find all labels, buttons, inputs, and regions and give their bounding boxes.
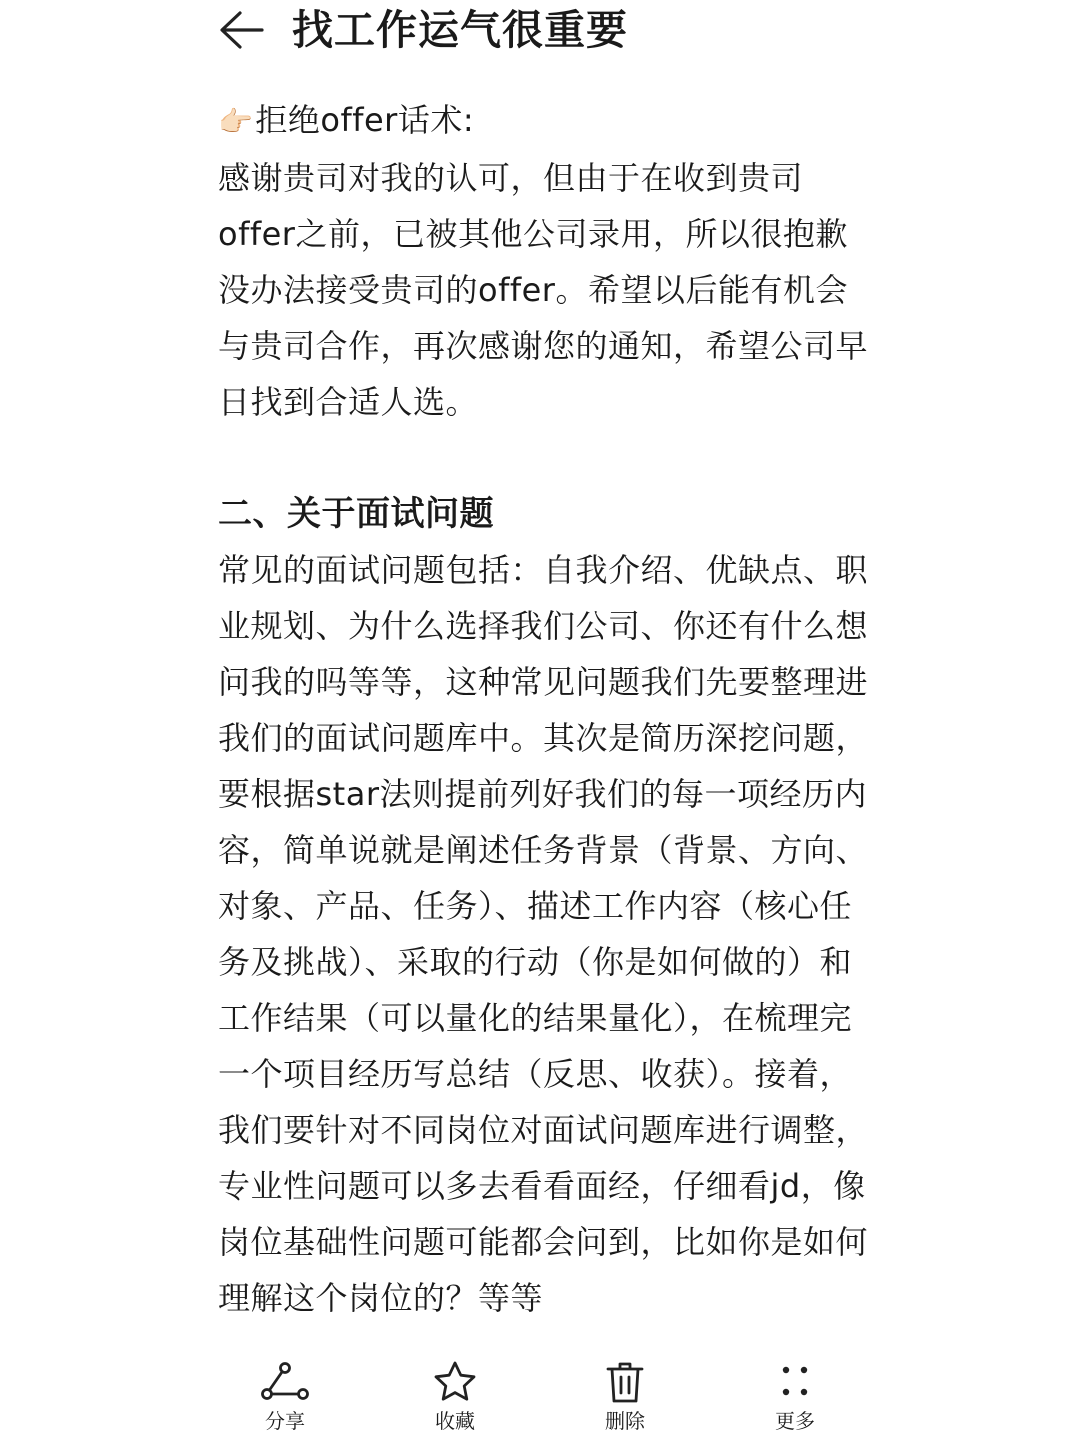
star-icon — [429, 1360, 481, 1404]
section-title: 二、关于面试问题 — [218, 494, 494, 534]
intro-paragraph: 感谢贵司对我的认可，但由于在收到贵司offer之前，已被其他公司录用，所以很抱歉没办法接受贵司的offer。希望以后能有机会与贵司合作，再次感谢您的通知，希望公司早日找到合适人选。 — [218, 159, 868, 421]
paragraph-spacer — [218, 430, 868, 486]
arrow-left-icon[interactable] — [216, 8, 268, 52]
more-label: 更多 — [775, 1409, 815, 1433]
trash-icon — [599, 1360, 651, 1404]
bottom-action-bar — [0, 1340, 1080, 1440]
pointing-hand-icon: 👉🏻 — [218, 105, 254, 138]
article-content — [218, 92, 868, 1340]
delete-label: 删除 — [605, 1409, 645, 1433]
header — [0, 0, 1080, 64]
share-label: 分享 — [265, 1409, 305, 1433]
more-button[interactable] — [735, 1360, 855, 1440]
intro-label: 拒绝offer话术: — [255, 101, 475, 139]
delete-button[interactable] — [565, 1360, 685, 1440]
share-icon — [259, 1360, 311, 1404]
intro-heading — [218, 92, 868, 150]
share-button[interactable] — [225, 1360, 345, 1440]
more-dots-icon — [769, 1360, 821, 1404]
favorite-label: 收藏 — [435, 1409, 475, 1433]
page-title: 找工作运气很重要 — [292, 6, 628, 54]
section-paragraph: 常见的面试问题包括：自我介绍、优缺点、职业规划、为什么选择我们公司、你还有什么想问我的吗等等，这种常见问题我们先要整理进我们的面试问题库中。其次是简历深挖问题，要根据star法则提前列好我们的每一项经历内容，简单说就是阐述任务背景（背景、方向、对象、产品、任务）、描述工作内容（核心任务及挑战）、采取的行动（你是如何做的）和工作结果（可以量化的结果量化），在梳理完一个项目经历写总结（反思、收获）。接着，我们要针对不同岗位对面试问题库进行调整，专业性问题可以多去看看面经，仔细看jd，像岗位基础性问题可能都会问到，比如你是如何理解这个岗位的？等等 — [218, 551, 868, 1317]
favorite-button[interactable] — [395, 1360, 515, 1440]
